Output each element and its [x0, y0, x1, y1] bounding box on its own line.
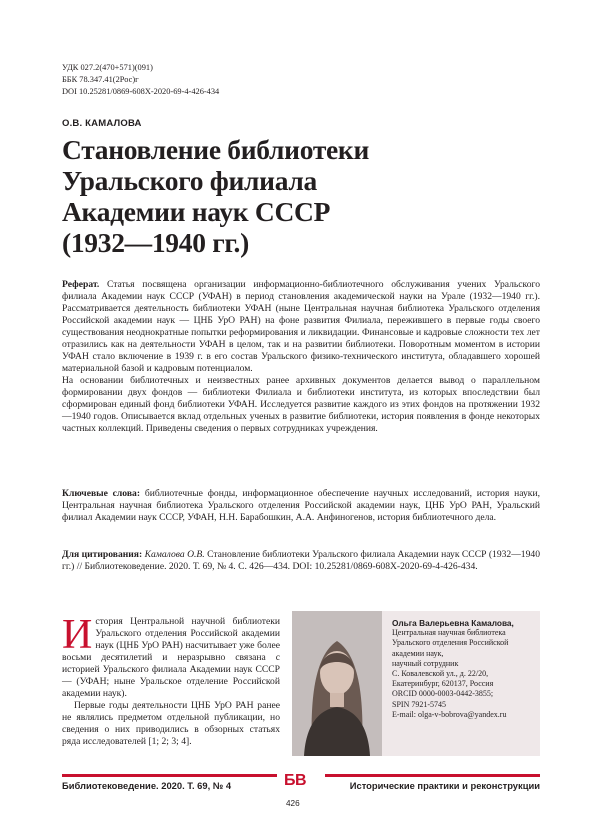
abstract-paragraph-2: На основании библиотечных и неизвестных ранее архивных документов делается вывод о параллельном формировании двух фондов — библиотеки Филиала и библиотеки института, из которых впоследствии был сформирован единый фонд библиотеки УФАН. Исследуется развитие каждого из этих фондов на протяжении 1932—1940 годов. Описывается вклад отдельных ученых в развитие библиотеки, история появления в фонде некоторых частных коллекций. Приведены сведения о первых сотрудниках учреждения.	[62, 375, 540, 434]
author-info-box	[292, 611, 540, 756]
citation-label: Для цитирования:	[62, 549, 143, 560]
keywords	[62, 488, 540, 524]
bibliographic-codes	[62, 62, 219, 98]
bio-position: научный сотрудник	[392, 658, 459, 668]
footer-rule-right	[325, 774, 540, 777]
page-number: 426	[286, 799, 300, 808]
citation	[62, 549, 540, 573]
bio-orcid: ORCID 0000-0003-0442-3855;	[392, 689, 494, 699]
title-line-3: Академии наук СССР	[62, 196, 331, 227]
doi-code: DOI 10.25281/0869-608X-2020-69-4-426-434	[62, 87, 220, 96]
bio-email: E-mail: olga-v-bobrova@yandex.ru	[392, 709, 507, 719]
abstract-label: Реферат.	[62, 279, 100, 290]
bio-address: С. Ковалевской ул., д. 22/20, Екатеринбург, 620137, Россия	[392, 669, 494, 689]
bio-affiliation: Центральная научная библиотека Уральского отделения Российской академии наук,	[392, 628, 509, 658]
keywords-label: Ключевые слова:	[62, 488, 141, 499]
title-line-4: (1932—1940 гг.)	[62, 227, 249, 258]
abstract-paragraph-1: Статья посвящена организации информационно-библиотечного обслуживания учених Уральского филиала Академии наук СССР (УФАН) в период становления академической науки на Урале (1932—1940 гг.). Рассматривается деятельность библиотеки УФАН (ныне Центральная научная библиотека Уральского отделения Российской академии наук — ЦНБ УрО РАН) на фоне развития Филиала, пережившего в первые годы своего существования неоднократные попытки реформирования и ликвидации. Финансовые и кадровые сложности тех лет отразились как на деятельности УФАН в целом, так и на развитии библиотеки. Поворотным моментом в истории УФАН стало включение в 1939 г. в его состав Уральского физико-технического института, обладавшего хорошей материальной базой и кадровым потенциалом.	[62, 279, 540, 374]
journal-logo: БВ	[284, 772, 307, 789]
page-footer	[62, 774, 540, 814]
udk-code: УДК 027.2(470+571)(091)	[62, 63, 153, 72]
title-line-2: Уральского филиала	[62, 165, 317, 196]
citation-text: Становление библиотеки Уральского филиала Академии наук СССР (1932—1940 гг.) // Библиотековедение. 2020. Т. 69, № 4. С. 426—434. DOI: 10.25281/0869-608X-2020-69-4-426-434.	[62, 549, 540, 572]
bio-spin: SPIN 7921-5745	[392, 699, 447, 709]
bbk-code: ББК 78.347.41(2Рос)г	[62, 75, 139, 84]
article-title	[62, 134, 532, 258]
author-name: О.В. КАМАЛОВА	[62, 118, 142, 129]
title-line-1: Становление библиотеки	[62, 134, 370, 165]
journal-info: Библиотековедение. 2020. Т. 69, № 4	[62, 780, 232, 791]
article-body	[62, 612, 280, 748]
abstract	[62, 279, 540, 435]
footer-rule-left	[62, 774, 277, 777]
section-title: Исторические практики и реконструкции	[349, 780, 540, 791]
drop-cap: И	[62, 612, 93, 658]
author-photo	[292, 611, 382, 756]
body-paragraph-1: стория Центральной научной библиотеки Уральского отделения Российской академии наук (ЦНБ УрО РАН) насчитывает уже более восьми десятилетий и неразрывно связана с историей Уральского филиала Академии наук СССР — (УФАН; ныне Уральское отделение Российской академии наук).	[62, 616, 280, 699]
keywords-text: библиотечные фонды, информационное обеспечение научных исследований, история науки, Центральная научная библиотека Уральского отделения Российской академии наук, ЦНБ УрО РАН, Уральский филиал Академии наук СССР, УФАН, Н.Н. Барабошкин, А.А. Анфиногенов, история библиотечного дела.	[62, 488, 540, 523]
body-paragraph-2: Первые годы деятельности ЦНБ УрО РАН ранее не являлись предметом отдельной публикации, но сведения о них приводились в обзорных статьях ряда исследователей [1; 2; 3; 4].	[62, 700, 280, 747]
citation-author: Камалова О.В.	[144, 549, 205, 560]
author-portrait-image	[292, 611, 382, 756]
bio-name: Ольга Валерьевна Камалова,	[392, 618, 514, 628]
author-bio	[392, 618, 536, 720]
